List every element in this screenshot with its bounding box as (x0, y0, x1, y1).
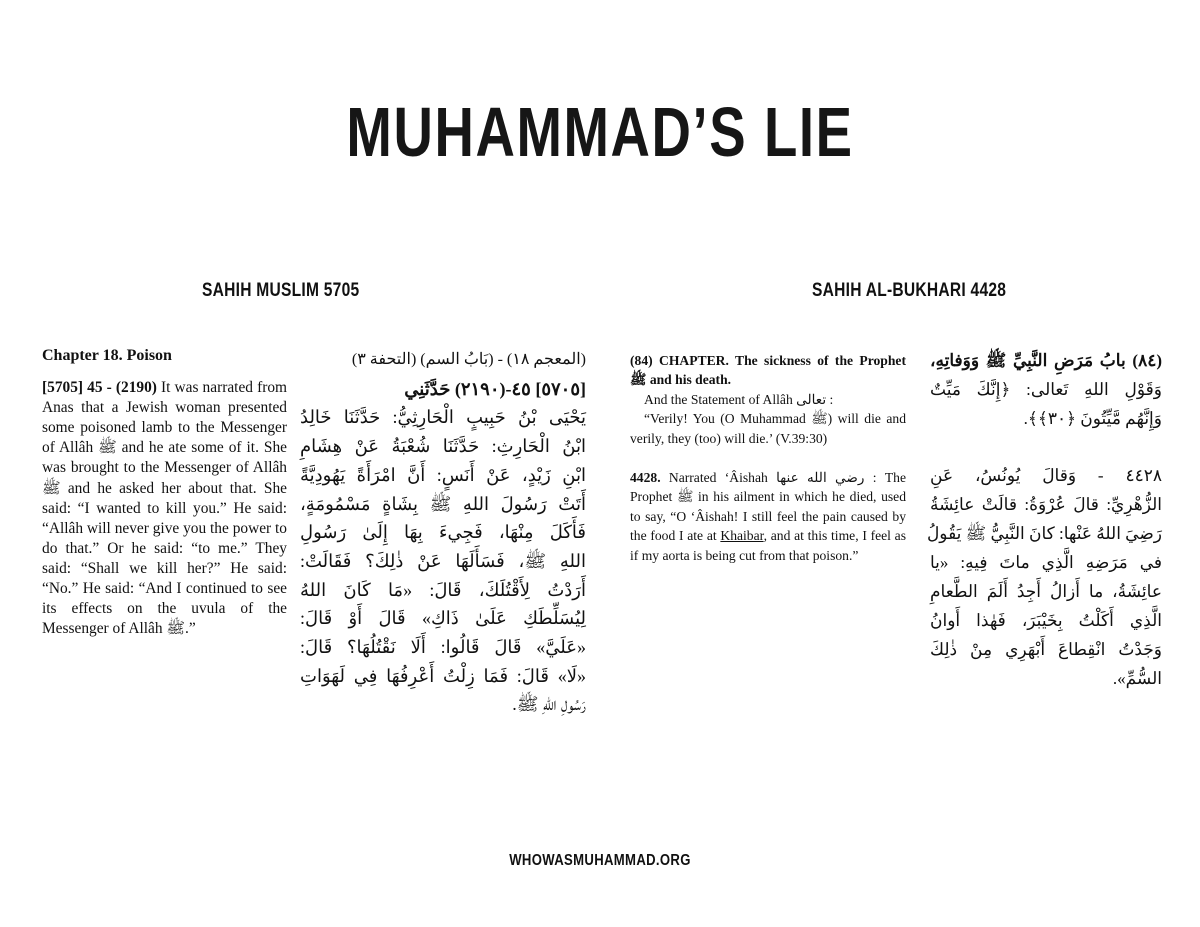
bukhari-narration-part1: Narrated ‘Âishah رضي الله عنها : The Prophet ﷺ in his ailment in which he died, used to say, “O ‘Âishah! I still feel the pain caused by the food I ate at (630, 470, 907, 544)
arabic-line: «عَلَيَّ» قَالَ قَالُوا: أَلَا نَقْتُلُهَا؟ قَالَ: (300, 637, 586, 658)
arabic-line: ابْنِ زَيْدٍ، عَنْ أَنَسٍ: أَنَّ امْرَأَةً يَهُودِيَّةً (300, 464, 586, 485)
bukhari-hadith-number: 4428. (630, 470, 661, 486)
arabic-line: عائِشَةُ، ما أَزالُ أَجِدُ أَلَمَ الطَّعامِ (930, 582, 1162, 601)
muslim-hadith-text (42, 378, 287, 639)
arabic-line: وَإِنَّهُم مَّيِّتُونَ ﴿٣٠﴾﴾. (1023, 409, 1162, 428)
bukhari-arabic-chapter: (٨٤) بابُ مَرَضِ النَّبِيِّ ﷺ وَوَفاتِهِ، (930, 351, 1162, 370)
arabic-line: الَّذِي أَكَلْتُ بِخَيْبَرَ، فَهٰذا أَوانُ (930, 611, 1162, 630)
muslim-arabic-chapter: (المعجم ١٨) - (بَابُ السم) (التحفة ٣) (351, 351, 586, 368)
arabic-line: اللهِ ﷺ، فَسَأَلَهَا عَنْ ذٰلِكَ؟ فَقَالَتْ: (300, 550, 586, 571)
arabic-line: يَحْيَى بْنُ حَبِيبٍ الْحَارِثِيُّ: حَدَّثَنَا خَالِدُ (300, 407, 586, 428)
muslim-english-column (42, 346, 287, 639)
arabic-line: الزُّهْرِيِّ: قالَ عُرْوَةُ: قالَتْ عائِشَةُ (930, 495, 1162, 514)
bukhari-arabic-column (926, 346, 1162, 693)
muslim-chapter-heading: Chapter 18. Poison (42, 347, 172, 364)
bukhari-narration-khaibar: Khaibar (720, 528, 764, 544)
arabic-line: «لَا» قَالَ: فَمَا زِلْتُ أَعْرِفُهَا فِي لَهَوَاتِ (300, 665, 586, 686)
bukhari-chapter-heading: (84) CHAPTER. The sickness of the Prophet ﷺ and his death. (630, 353, 906, 388)
muslim-hadith-body: It was narrated from Anas that a Jewish woman presented some poisoned lamb to the Messenger of Allâh ﷺ and he ate some of it. She was brought to the Messenger of Allâh ﷺ and he asked her about that. She said: “I wanted to kill you.” He said: “Allâh will never give you the power to do that.” Or he said: “to me.” They said: “Shall we kill her?” He said: “No.” He said: “And I continued to see its effects on the uvula of the Messenger of Allâh ﷺ.” (42, 379, 287, 638)
arabic-line: رَسُولِ اللهِ ﷺ. (512, 694, 586, 715)
bukhari-statement: And the Statement of Allâh تعالى : (644, 391, 834, 407)
bukhari-hadith-text (630, 468, 906, 565)
muslim-arabic-ref: [٥٧٠٥] ٤٥-(٢١٩٠) حَدَّثَنِي (404, 378, 586, 399)
page-title: MUHAMMAD’S LIE (346, 93, 854, 171)
bukhari-verse: “Verily! You (O Muhammad ﷺ) will die and verily, they (too) will die.’ (V.39:30) (630, 411, 906, 446)
muslim-arabic-column (300, 346, 586, 719)
arabic-line: رَضِيَ اللهُ عَنْها: كانَ النَّبِيُّ ﷺ يَقُولُ (926, 524, 1162, 543)
arabic-line: لِيُسَلِّطَكِ عَلَىٰ ذَاكِ» قَالَ أَوْ قَالَ: (300, 608, 586, 629)
spacer (630, 448, 906, 468)
arabic-line: أَتَتْ رَسُولَ اللهِ ﷺ بِشَاةٍ مَسْمُومَةٍ، (300, 493, 586, 514)
spacer (930, 433, 1162, 461)
muslim-hadith-ref: [5705] 45 - (2190) (42, 379, 157, 397)
arabic-line: أَرَدْتُ لِأَقْتُلَكَ، قَالَ: «مَا كَانَ اللهُ (300, 579, 586, 600)
source-label-muslim: SAHIH MUSLIM 5705 (202, 280, 360, 301)
arabic-line: وَقَوْلِ اللهِ تَعالى: ﴿إِنَّكَ مَيِّتٌ (930, 380, 1162, 399)
bukhari-narration-part2: , and at this time, I feel as if my aorta is being cut from that poison.” (630, 528, 907, 563)
arabic-line: السُّمِّ». (1112, 669, 1162, 688)
source-label-bukhari: SAHIH AL-BUKHARI 4428 (812, 280, 1007, 301)
arabic-line: في مَرَضِهِ الَّذِي ماتَ فِيهِ: «يا (930, 553, 1162, 572)
footer-site-label: WHOWASMUHAMMAD.ORG (509, 852, 691, 869)
arabic-line: ابْنُ الْحَارِثِ: حَدَّثَنَا شُعْبَةُ عَنْ هِشَامِ (300, 436, 586, 457)
muslim-arabic-text (300, 403, 586, 719)
bukhari-english-column (630, 351, 906, 565)
arabic-line: ٤٤٢٨ - وَقالَ يُونُسُ، عَنِ (930, 466, 1162, 485)
arabic-line: وَجَدْتُ انْقِطاعَ أَبْهَرِي مِنْ ذٰلِكَ (930, 640, 1162, 659)
arabic-line: فَأَكَلَ مِنْهَا، فَجِيءَ بِهَا إِلَىٰ رَسُولِ (300, 522, 586, 543)
